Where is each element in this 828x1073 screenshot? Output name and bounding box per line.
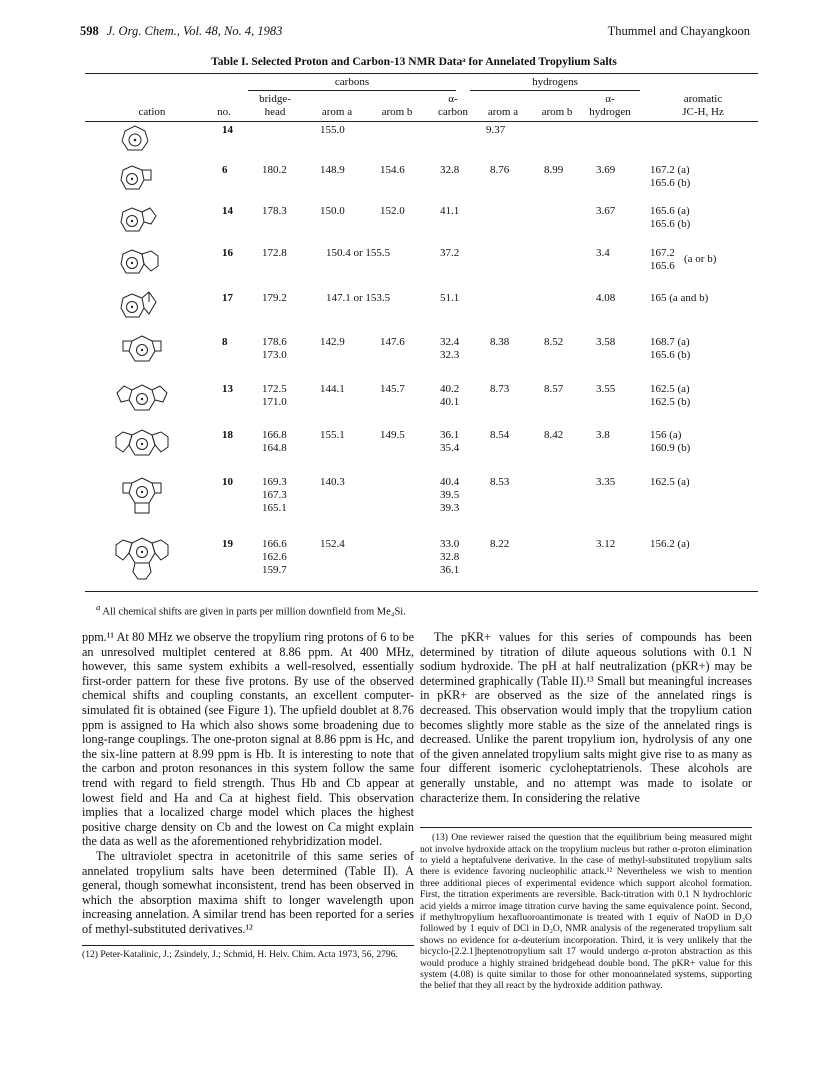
cell-alpha-hydrogen: 3.4 bbox=[596, 247, 610, 259]
col-header-bridgehead: bridge- head bbox=[259, 93, 291, 118]
cell-arom-b-hydrogen: 8.42 bbox=[544, 429, 564, 441]
cell-arom-a-carbon: 152.4 bbox=[320, 538, 345, 550]
table-row-no: 17 bbox=[222, 292, 233, 304]
col-header-aromatic-jch: aromatic JC-H, Hz bbox=[682, 93, 724, 118]
cell-bridgehead: 166.8 164.8 bbox=[262, 429, 287, 454]
cell-alpha-hydrogen: 3.69 bbox=[596, 164, 616, 176]
cell-alpha-hydrogen: 3.67 bbox=[596, 205, 616, 217]
col-header-arom-b-hydrogen: arom b bbox=[541, 106, 573, 118]
footnote-rule bbox=[82, 945, 414, 946]
cell-alpha-hydrogen: 3.35 bbox=[596, 476, 616, 488]
group-rule-hydrogens bbox=[470, 90, 640, 91]
cell-jch: 167.2 165.6 bbox=[650, 247, 675, 272]
cell-bridgehead: 169.3 167.3 165.1 bbox=[262, 476, 287, 514]
cell-alpha-carbon: 40.2 40.1 bbox=[440, 383, 460, 408]
table-row-no: 13 bbox=[222, 383, 233, 395]
table-footnote: $^a$ All chemical shifts are given in parts per million downfield from Me₄Si. bbox=[96, 602, 406, 618]
col-header-arom-a-carbon: arom a bbox=[321, 106, 353, 118]
paragraph: The pKR+ values for this series of compounds has been determined by titration of dilute aqueous solutions with 0.1 N sodium hydroxide. The pH at half neutralization (pKR+) may be determined graphically (Table II).¹³ Small but meaningful increases in pKR+ are observed as the size of the annelated rings is decreased. This observation would imply that the tropylium cation becomes slightly more stable as the size of the annelated rings is decreased. Unlike the parent tropylium ion, hydrolysis of any one of the given annelated tropylium salts might give rise to as many as four different isomeric cycloheptatrienols. These alcohols are generally unstable, and no attempt was made to isolate or characterize them. In considering the relative bbox=[420, 630, 752, 805]
body-column-left bbox=[82, 630, 414, 961]
cell-bridgehead: 178.3 bbox=[262, 205, 287, 217]
cell-alpha-carbon: 33.0 32.8 36.1 bbox=[440, 538, 460, 576]
cell-alpha-carbon: 36.1 35.4 bbox=[440, 429, 460, 454]
cell-bridgehead: 180.2 bbox=[262, 164, 287, 176]
cell-arom-b-carbon: 154.6 bbox=[380, 164, 405, 176]
table-row-no: 19 bbox=[222, 538, 233, 550]
cell-alpha-hydrogen: 4.08 bbox=[596, 292, 616, 304]
cell-jch: 162.5 (a) bbox=[650, 476, 690, 488]
cell-jch: 167.2 (a) 165.6 (b) bbox=[650, 164, 691, 189]
cell-alpha-hydrogen: 3.12 bbox=[596, 538, 616, 550]
cell-arom-b-hydrogen: 8.57 bbox=[544, 383, 564, 395]
structure-8 bbox=[104, 330, 180, 372]
table-bottom-rule bbox=[85, 591, 758, 592]
cell-arom-carbon-merged: 147.1 or 153.5 bbox=[326, 292, 391, 304]
structure-tropylium bbox=[120, 124, 150, 154]
cell-jch: 156.2 (a) bbox=[650, 538, 690, 550]
journal-citation: J. Org. Chem., Vol. 48, No. 4, 1983 bbox=[106, 24, 283, 38]
cell-arom-a-carbon: 155.0 bbox=[320, 124, 345, 136]
group-header-carbons: carbons bbox=[334, 76, 370, 88]
cell-bridgehead: 172.8 bbox=[262, 247, 287, 259]
running-header-authors: Thummel and Chayangkoon bbox=[607, 24, 750, 38]
table-row-no: 16 bbox=[222, 247, 233, 259]
structure-17 bbox=[118, 286, 164, 324]
page-number: 598 bbox=[80, 24, 99, 38]
group-rule-carbons bbox=[248, 90, 456, 91]
cell-jch: 162.5 (a) 162.5 (b) bbox=[650, 383, 691, 408]
col-header-no: no. bbox=[217, 106, 231, 118]
cell-alpha-carbon: 51.1 bbox=[440, 292, 460, 304]
cell-arom-a-hydrogen: 8.22 bbox=[490, 538, 510, 550]
body-column-right bbox=[420, 630, 752, 992]
table-row-no: 14 bbox=[222, 124, 233, 136]
cell-arom-b-carbon: 149.5 bbox=[380, 429, 405, 441]
cell-arom-b-carbon: 152.0 bbox=[380, 205, 405, 217]
structure-14 bbox=[118, 202, 164, 238]
running-header-left bbox=[80, 24, 282, 39]
cell-arom-a-hydrogen: 8.53 bbox=[490, 476, 510, 488]
cell-alpha-carbon: 32.4 32.3 bbox=[440, 336, 460, 361]
cell-arom-a-carbon: 148.9 bbox=[320, 164, 345, 176]
structure-19 bbox=[100, 530, 184, 590]
paragraph: The ultraviolet spectra in acetonitrile of this same series of annelated tropylium salts have been determined (Table II). A general, though somewhat inconsistent, trend has been observed in which the absorption maxima shift to longer wavelength upon increasing annelation. A similar trend has been reported for a series of methyl-substituted derivatives.¹² bbox=[82, 848, 414, 936]
cell-bridgehead: 179.2 bbox=[262, 292, 287, 304]
cell-alpha-carbon: 40.4 39.5 39.3 bbox=[440, 476, 460, 514]
col-header-alpha-hydrogen: α- hydrogen bbox=[589, 93, 631, 118]
table-top-rule bbox=[85, 73, 758, 74]
cell-alpha-hydrogen: 3.58 bbox=[596, 336, 616, 348]
cell-arom-a-carbon: 142.9 bbox=[320, 336, 345, 348]
col-header-arom-a-hydrogen: arom a bbox=[487, 106, 519, 118]
cell-arom-a-carbon: 144.1 bbox=[320, 383, 345, 395]
cell-arom-b-carbon: 147.6 bbox=[380, 336, 405, 348]
cell-alpha-carbon: 41.1 bbox=[440, 205, 460, 217]
cell-arom-a-hydrogen: 8.73 bbox=[490, 383, 510, 395]
cell-jch-note: (a or b) bbox=[684, 253, 717, 265]
cell-arom-b-hydrogen: 8.52 bbox=[544, 336, 564, 348]
cell-jch: 165 (a and b) bbox=[650, 292, 709, 304]
cell-alpha-hydrogen: 3.8 bbox=[596, 429, 610, 441]
table-row-no: 18 bbox=[222, 429, 233, 441]
cell-bridgehead: 172.5 171.0 bbox=[262, 383, 287, 408]
cell-arom-carbon-merged: 150.4 or 155.5 bbox=[326, 247, 391, 259]
structure-10 bbox=[104, 468, 180, 530]
footnote-12: (12) Peter-Katalinic, J.; Zsindely, J.; Schmid, H. Helv. Chim. Acta 1973, 56, 2796. bbox=[82, 949, 398, 961]
paragraph: ppm.¹¹ At 80 MHz we observe the tropylium ring protons of 6 to be an unresolved multiplet centered at 8.86 ppm. At 400 MHz, however, this same system exhibits a well-resolved, essentially first-order pattern for these five protons. By use of the observed chemical shifts and coupling constants, an excellent computer-simulated fit is obtained (see Figure 1). The upfield doublet at 8.76 ppm is assigned to Ha which also shows some broadening due to long-range couplings. The one-proton signal at 8.86 ppm is Hc, and the six-line pattern at 8.99 ppm is Hb. It is interesting to note that the carbon and proton resonances in this system follow the same trend with regard to field strength. Thus Hb and Cb appear at lowest field and Ha and Ca at highest field. This observation implies that a localized charge model which places the highest positive charge density on Cb and the lowest on Ca might explain the data as well as the aforementioned rehybridization model. bbox=[82, 630, 414, 849]
cell-jch: 168.7 (a) 165.6 (b) bbox=[650, 336, 691, 361]
structure-6 bbox=[118, 160, 162, 196]
col-header-arom-b-carbon: arom b bbox=[381, 106, 413, 118]
table-caption: Table I. Selected Proton and Carbon-13 NMR Dataᵃ for Annelated Tropylium Salts bbox=[211, 56, 617, 68]
col-header-alpha-carbon: α- carbon bbox=[438, 93, 468, 118]
table-row-no: 14 bbox=[222, 205, 233, 217]
table-row-no: 10 bbox=[222, 476, 233, 488]
cell-jch: 165.6 (a) 165.6 (b) bbox=[650, 205, 691, 230]
cell-arom-a-hydrogen: 8.38 bbox=[490, 336, 510, 348]
cell-arom-b-hydrogen: 8.99 bbox=[544, 164, 564, 176]
cell-jch: 156 (a) 160.9 (b) bbox=[650, 429, 691, 454]
cell-arom-a-carbon: 150.0 bbox=[320, 205, 345, 217]
cell-arom-a-hydrogen: 9.37 bbox=[486, 124, 506, 136]
col-header-cation: cation bbox=[138, 106, 166, 118]
cell-alpha-carbon: 37.2 bbox=[440, 247, 460, 259]
footnote-rule bbox=[420, 827, 752, 828]
table-row-no: 6 bbox=[222, 164, 228, 176]
cell-arom-a-hydrogen: 8.54 bbox=[490, 429, 510, 441]
cell-bridgehead: 178.6 173.0 bbox=[262, 336, 287, 361]
footnote-13: (13) One reviewer raised the question that the equilibrium being measured might not involve hydroxide attack on the tropylium nucleus but rather α-proton elimination to yield a heptafulvene derivative. In the case of methyl-substituted tropylium salts there is evidence favoring nucleophilic attack.¹² Nevertheless we wish to mention three additional pieces of experimental evidence which support alcohol formation. First, the titration experiments are reversible. Back-titration with 0.1 N hydrochloric acid yields a mirror image titration curve having the same equivalence point. Second, if methyltropylium hexafluoroantimonate is treated with 1 equiv of NaOD in D₂O followed by 1 equiv of DCl in D₂O, NMR analysis of the regenerated tropylium salt shows no evidence for α-deuterium incorporation. Third, it is very unlikely that the bicyclo-[2.2.1]heptenotropylium salt 17 would undergo α-proton abstraction as this would produce a highly strained bridgehead double bond. The pKR+ value for this system (4.08) is quite similar to those for other monoannelated systems, supporting the belief that they all react by the hydroxide addition pathway. bbox=[420, 832, 752, 992]
cell-arom-a-carbon: 140.3 bbox=[320, 476, 345, 488]
cell-arom-b-carbon: 145.7 bbox=[380, 383, 405, 395]
table-header-rule bbox=[85, 121, 758, 122]
cell-alpha-hydrogen: 3.55 bbox=[596, 383, 616, 395]
group-header-hydrogens: hydrogens bbox=[532, 76, 578, 88]
structure-16 bbox=[118, 244, 166, 280]
structure-18 bbox=[100, 424, 184, 466]
cell-arom-a-carbon: 155.1 bbox=[320, 429, 345, 441]
cell-bridgehead: 166.6 162.6 159.7 bbox=[262, 538, 287, 576]
table-row-no: 8 bbox=[222, 336, 228, 348]
cell-alpha-carbon: 32.8 bbox=[440, 164, 460, 176]
structure-13 bbox=[102, 380, 182, 420]
cell-arom-a-hydrogen: 8.76 bbox=[490, 164, 510, 176]
